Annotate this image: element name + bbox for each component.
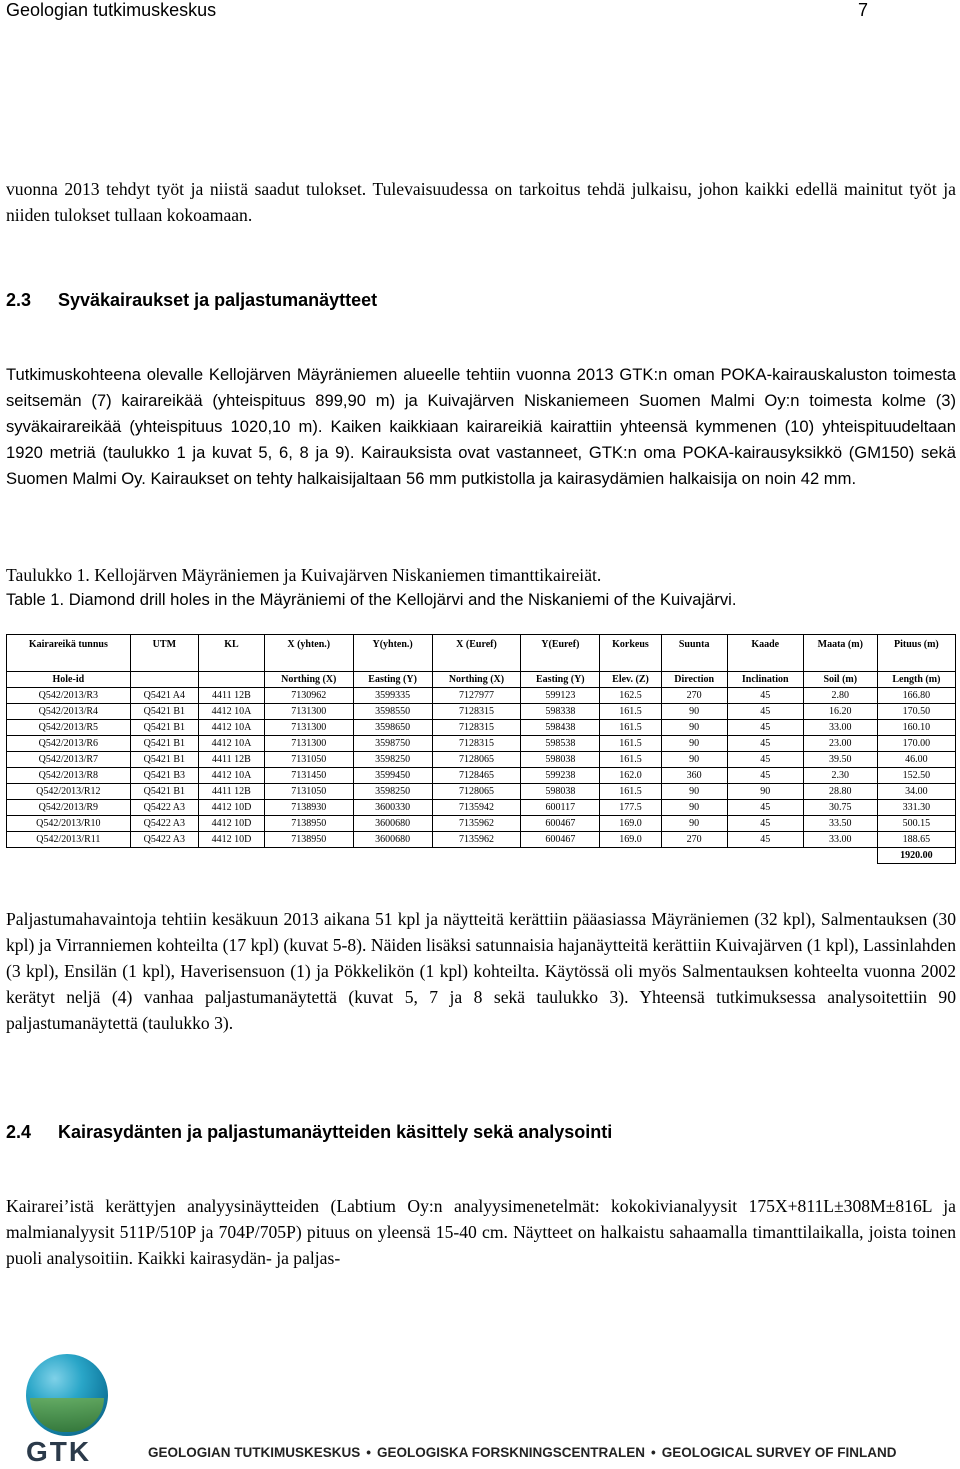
table-cell: 33.50 [803,816,877,832]
empty-cell [7,848,131,864]
table-header-cell: KL [199,635,265,672]
footer-organisation-names [148,1445,897,1460]
table-cell: Q5421 B1 [130,720,198,736]
table-header-cell: Soil (m) [803,672,877,688]
table-cell: 598338 [521,704,600,720]
table-cell: 7130962 [264,688,353,704]
table-header-cell: Elev. (Z) [600,672,661,688]
table-cell: 161.5 [600,736,661,752]
empty-cell [130,848,198,864]
table-header-cell [199,672,265,688]
table-row [7,832,956,848]
table-cell: Q542/2013/R3 [7,688,131,704]
drilling-paragraph: Tutkimuskohteena olevalle Kellojärven Mäyräniemen alueelle tehtiin vuonna 2013 GTK:n oman POKA-kairauskaluston toimesta seitsemän (7) kairareikää (yhteispituus 899,90 m) ja Kuivajärven Niskaniemeen Suomen Malmi Oy:n toimesta kolme (3) syväkairareikää (yhteispituus 1020,10 m). Kaiken kaikkiaan kairareikiä kairattiin yhteensä kymmenen (10) yhteispituudeltaan 1920 metriä (taulukko 1 ja kuvat 5, 6, 8 ja 9). Kairauksista ovat vastanneet, GTK:n oma POKA-kairausyksikkö (GM150) sekä Suomen Malmi Oy. Kairaukset on tehty halkaisijaltaan 56 mm putkistolla ja kairasydämien halkaisija on noin 42 mm. [6,365,956,488]
table-cell: 161.5 [600,720,661,736]
table-cell: 90 [661,720,727,736]
table-cell: Q5422 A3 [130,832,198,848]
table-cell: 3600330 [353,800,432,816]
table-cell: 599123 [521,688,600,704]
empty-cell [803,848,877,864]
table-cell: Q5421 A4 [130,688,198,704]
table-header-row-en [7,672,956,688]
table-cell: 7128315 [432,720,521,736]
table-cell: 90 [661,784,727,800]
table-cell: Q542/2013/R11 [7,832,131,848]
table-cell: 33.00 [803,720,877,736]
table-cell: 7128315 [432,704,521,720]
table-cell: 600467 [521,832,600,848]
page-header [6,0,954,24]
table-header-cell: Maata (m) [803,635,877,672]
table-cell: 152.50 [877,768,955,784]
table-cell: 500.15 [877,816,955,832]
table-header-cell: Hole-id [7,672,131,688]
table-cell: 34.00 [877,784,955,800]
table-cell: 4412 10A [199,704,265,720]
table-header-cell: Inclination [727,672,803,688]
table-cell: 7131450 [264,768,353,784]
table-cell: 30.75 [803,800,877,816]
table-cell: 7128065 [432,752,521,768]
table-cell: 177.5 [600,800,661,816]
table-cell: 7135942 [432,800,521,816]
table-row [7,704,956,720]
table-cell: 598438 [521,720,600,736]
table-cell: 162.0 [600,768,661,784]
page-footer [0,1340,960,1469]
table-row [7,768,956,784]
table-cell: 169.0 [600,832,661,848]
section-heading-2-4 [6,1122,612,1143]
table-cell: 2.30 [803,768,877,784]
table-cell: 600117 [521,800,600,816]
table-row [7,816,956,832]
table-header-cell: Suunta [661,635,727,672]
table-cell: 3598750 [353,736,432,752]
table-cell: 7131300 [264,704,353,720]
table-cell: 166.80 [877,688,955,704]
table-cell: 45 [727,832,803,848]
intro-paragraph: vuonna 2013 tehdyt työt ja niistä saadut tulokset. Tulevaisuudessa on tarkoitus tehdä julkaisu, johon kaikki edellä mainitut työt ja niiden tulokset tullaan kokoamaan. [6,179,956,225]
table-header-cell: Length (m) [877,672,955,688]
table-cell: 3598250 [353,784,432,800]
table-header-cell: X (yhten.) [264,635,353,672]
table-cell: 7131300 [264,736,353,752]
outcrop-paragraph: Paljastumahavaintoja tehtiin kesäkuun 2013 aikana 51 kpl ja näytteitä kerättiin pääasiassa Mäyräniemen (32 kpl), Salmentauksen (30 kpl) ja Virranniemen kohteilta (17 kpl) (kuvat 5-8). Näiden lisäksi satunnaisia hajanäytteitä kerättiin Kuivajärven (1 kpl), Lassinlahden (3 kpl), Ensilän (1 kpl), Haverisensuon (1) ja Pökkelikön (1 kpl) kohteilta. Käytössä oli myös Salmentauksen kohteelta vuonna 2002 kerätyt neljä (4) vanhaa paljastumanäytettä (kuvat 5, 7 ja 8 sekä taulukko 3). Yhteensä tutkimuksessa analysoitettiin 90 paljastumanäytettä (taulukko 3). [6,909,956,1033]
table-cell: Q542/2013/R7 [7,752,131,768]
table-cell: 7128065 [432,784,521,800]
analysis-paragraph: Kairarei’istä kerättyjen analyysinäytteiden (Labtium Oy:n analyysimenetelmät: kokokivianalyysit 175X+811L±308M±816L ja malmianalyysit 511P/510P ja 704P/705P) pituus on yleensä 15-40 cm. Näytteet on halkaistu sahaamalla timanttilaikalla, joista toinen puoli analysoitiin. Kaikki kairasydän- ja paljas- [6,1196,956,1268]
table-cell: 188.65 [877,832,955,848]
section-heading-2-3 [6,290,377,311]
separator-icon: • [651,1445,656,1460]
table-cell: 331.30 [877,800,955,816]
table-cell: 3599450 [353,768,432,784]
section-number: 2.3 [6,290,32,310]
table-cell: 3598250 [353,752,432,768]
table-row [7,720,956,736]
table-cell: 90 [661,816,727,832]
separator-icon: • [366,1445,371,1460]
table-header-cell: Y(yhten.) [353,635,432,672]
table-cell: Q542/2013/R10 [7,816,131,832]
section-title: Kairasydänten ja paljastumanäytteiden käsittely sekä analysointi [58,1122,613,1142]
table-header-cell: Northing (X) [264,672,353,688]
table-cell: 45 [727,704,803,720]
table-cell: Q542/2013/R4 [7,704,131,720]
table-row [7,800,956,816]
table-cell: 161.5 [600,704,661,720]
empty-cell [521,848,600,864]
table-cell: 7138930 [264,800,353,816]
table-cell: 270 [661,832,727,848]
org-name-en: GEOLOGICAL SURVEY OF FINLAND [661,1445,897,1460]
table-cell: 4411 12B [199,688,265,704]
table-cell: Q5421 B1 [130,784,198,800]
table-cell: Q5422 A3 [130,816,198,832]
table-cell: 39.50 [803,752,877,768]
table-cell: 16.20 [803,704,877,720]
empty-cell [199,848,265,864]
table-cell: 4412 10D [199,816,265,832]
table-cell: Q542/2013/R8 [7,768,131,784]
empty-cell [264,848,353,864]
table-header-cell: X (Euref) [432,635,521,672]
empty-cell [727,848,803,864]
table-cell: 3600680 [353,816,432,832]
table-cell: 4412 10A [199,736,265,752]
table-cell: Q5421 B1 [130,736,198,752]
table-cell: 7131300 [264,720,353,736]
table-header-cell: Northing (X) [432,672,521,688]
table-cell: 45 [727,768,803,784]
table-cell: 4411 12B [199,752,265,768]
table-cell: 28.80 [803,784,877,800]
empty-cell [661,848,727,864]
table-cell: 599238 [521,768,600,784]
table-cell: 2.80 [803,688,877,704]
table-cell: Q542/2013/R5 [7,720,131,736]
table-cell: 45 [727,752,803,768]
table-cell: 7138950 [264,832,353,848]
table-cell: 4411 12B [199,784,265,800]
table-row [7,784,956,800]
table-cell: 23.00 [803,736,877,752]
total-length-cell: 1920.00 [877,848,955,864]
table-cell: 90 [727,784,803,800]
table-cell: 162.5 [600,688,661,704]
table-total-row [7,848,956,864]
table-row [7,736,956,752]
table-cell: Q542/2013/R6 [7,736,131,752]
table-cell: 90 [661,704,727,720]
table-cell: 7135962 [432,832,521,848]
table-cell: 4412 10D [199,800,265,816]
table-cell: 45 [727,800,803,816]
table-cell: 45 [727,736,803,752]
table-cell: 45 [727,688,803,704]
org-name-fi: GEOLOGIAN TUTKIMUSKESKUS [148,1445,361,1460]
table-cell: 4412 10A [199,768,265,784]
table-cell: 46.00 [877,752,955,768]
table-header-cell: Easting (Y) [521,672,600,688]
table-cell: 45 [727,720,803,736]
table-cell: 3598650 [353,720,432,736]
table-cell: 598038 [521,784,600,800]
header-title: Geologian tutkimuskeskus [6,0,217,20]
gtk-globe-icon [26,1354,108,1436]
table-cell: 360 [661,768,727,784]
section-number: 2.4 [6,1122,32,1142]
table-cell: 270 [661,688,727,704]
table-cell: 161.5 [600,784,661,800]
table-cell: 90 [661,800,727,816]
table-cell: 4412 10A [199,720,265,736]
table-header-cell: Kairareikä tunnus [7,635,131,672]
table-cell: 7128315 [432,736,521,752]
table-cell: Q542/2013/R12 [7,784,131,800]
table-cell: 7128465 [432,768,521,784]
table-row [7,752,956,768]
table-cell: 7135962 [432,816,521,832]
drill-hole-table [6,634,956,864]
table-cell: 598038 [521,752,600,768]
table-cell: Q5422 A3 [130,800,198,816]
table-header-cell: Pituus (m) [877,635,955,672]
table-cell: 7131050 [264,752,353,768]
table-cell: 45 [727,816,803,832]
empty-cell [353,848,432,864]
table-header-cell: UTM [130,635,198,672]
table-cell: 169.0 [600,816,661,832]
empty-cell [432,848,521,864]
table-cell: 3600680 [353,832,432,848]
table-cell: Q5421 B1 [130,752,198,768]
table-caption-en: Table 1. Diamond drill holes in the Mäyräniemi of the Kellojärvi and the Niskaniemi of the Kuivajärvi. [6,590,737,609]
table-cell: 7138950 [264,816,353,832]
table-caption-fi: Taulukko 1. Kellojärven Mäyräniemen ja Kuivajärven Niskaniemen timanttikaireiät. [6,565,602,585]
table-cell: 160.10 [877,720,955,736]
table-cell: 90 [661,736,727,752]
gtk-logo: GTK [26,1436,92,1467]
table-cell: 170.50 [877,704,955,720]
table-row [7,688,956,704]
table-header-cell: Direction [661,672,727,688]
table-cell: Q5421 B3 [130,768,198,784]
table-cell: 600467 [521,816,600,832]
table-cell: Q5421 B1 [130,704,198,720]
table-header-cell: Kaade [727,635,803,672]
table-cell: Q542/2013/R9 [7,800,131,816]
table-cell: 7131050 [264,784,353,800]
table-cell: 4412 10D [199,832,265,848]
table-header-cell [130,672,198,688]
page-number: 7 [857,0,868,20]
section-title: Syväkairaukset ja paljastumanäytteet [58,290,378,310]
table-cell: 7127977 [432,688,521,704]
table-header-cell: Korkeus [600,635,661,672]
table-cell: 161.5 [600,752,661,768]
table-header-cell: Y(Euref) [521,635,600,672]
org-name-sv: GEOLOGISKA FORSKNINGSCENTRALEN [377,1445,646,1460]
table-cell: 598538 [521,736,600,752]
table-cell: 90 [661,752,727,768]
table-cell: 3599335 [353,688,432,704]
table-cell: 3598550 [353,704,432,720]
empty-cell [600,848,661,864]
table-header-row-fi [7,635,956,672]
table-cell: 170.00 [877,736,955,752]
table-cell: 33.00 [803,832,877,848]
table-header-cell: Easting (Y) [353,672,432,688]
